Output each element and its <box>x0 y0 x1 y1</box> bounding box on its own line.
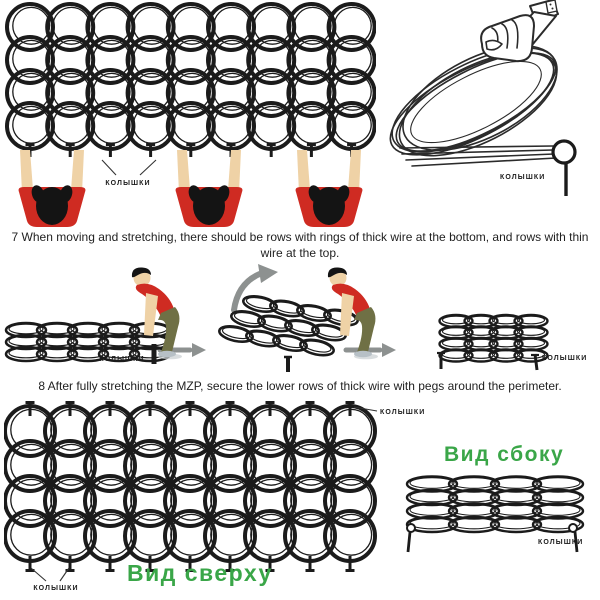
top-mesh-diagram <box>4 0 376 228</box>
pegs-label: КОЛЫШКИ <box>538 539 584 546</box>
ring-inner <box>494 505 538 516</box>
step-b <box>218 264 396 372</box>
pointer-line <box>31 568 46 581</box>
ring-inner <box>410 518 454 529</box>
pegs-label: КОЛЫШКИ <box>500 174 546 181</box>
ring-inner <box>494 478 538 489</box>
ring-inner <box>13 106 50 143</box>
arrow-head <box>382 343 396 357</box>
worker-top-view <box>296 150 363 227</box>
ring-inner <box>536 478 580 489</box>
pointer-line <box>140 160 156 175</box>
ring-inner <box>254 106 291 143</box>
ring-inner <box>452 518 496 529</box>
ring-grid <box>5 406 375 561</box>
pegs-label: КОЛЫШКИ <box>380 409 426 416</box>
ring <box>85 511 135 561</box>
side-view-stack <box>402 470 600 600</box>
ring-inner <box>494 518 538 529</box>
ring <box>245 511 295 561</box>
ring-inner <box>452 491 496 502</box>
worker-top-view <box>19 150 86 227</box>
ring-inner <box>294 106 331 143</box>
cuff-button <box>546 0 557 13</box>
pointer-line <box>60 568 69 581</box>
ring-inner <box>93 106 130 143</box>
worker-top-view <box>176 150 243 227</box>
ring-inner <box>53 106 90 143</box>
peg <box>535 354 537 370</box>
step-c <box>437 315 587 370</box>
ring <box>325 511 375 561</box>
pegs-label: КОЛЫШКИ <box>105 180 151 187</box>
ring-inner <box>410 491 454 502</box>
arrow-curved <box>234 273 262 310</box>
ring <box>285 511 335 561</box>
flat-ring-stack <box>407 477 583 533</box>
ring-inner <box>494 491 538 502</box>
ring <box>205 511 255 561</box>
top-view-title: Вид сверху <box>127 560 273 586</box>
peg-ring <box>553 141 575 163</box>
ring-inner <box>452 478 496 489</box>
strand <box>400 146 553 148</box>
ring-inner <box>410 478 454 489</box>
ring-inner <box>214 106 251 143</box>
caption-step8: 8 After fully stretching the MZP, secure the lower rows of thick wire with pegs around the perimeter. <box>38 379 562 393</box>
ring <box>165 511 215 561</box>
peg-stem <box>408 532 410 552</box>
button-dot <box>552 8 554 10</box>
ring <box>45 511 95 561</box>
button-dot <box>550 4 552 6</box>
ring-inner <box>334 106 371 143</box>
caption-step7: 7 When moving and stretching, there should be rows with rings of thick wire at the bottom, and rows with thin wire at the top. <box>11 230 589 261</box>
ring-inner <box>452 505 496 516</box>
tilted-ring-sheet <box>218 294 359 358</box>
side-view-title: Вид сбоку <box>444 443 565 466</box>
peg-ring <box>407 524 415 532</box>
ring-inner <box>133 106 170 143</box>
ring-inner <box>410 505 454 516</box>
workers <box>19 150 363 227</box>
pegs-label: КОЛЫШКИ <box>542 355 588 362</box>
ring <box>5 511 55 561</box>
pegs-label: КОЛЫШКИ <box>33 585 79 592</box>
ring-inner <box>536 491 580 502</box>
ring <box>125 511 175 561</box>
coil-diagram <box>386 0 598 212</box>
arrow-head <box>192 343 206 357</box>
arrow-head <box>258 264 278 283</box>
ring-grid <box>7 4 375 149</box>
ring-inner <box>536 505 580 516</box>
step-a <box>6 267 206 364</box>
pointer-line <box>102 160 116 175</box>
ring-inner <box>174 106 211 143</box>
peg-ring <box>569 524 577 532</box>
pegs-label: КОЛЫШКИ <box>99 356 145 363</box>
stretching-sequence <box>0 264 600 374</box>
